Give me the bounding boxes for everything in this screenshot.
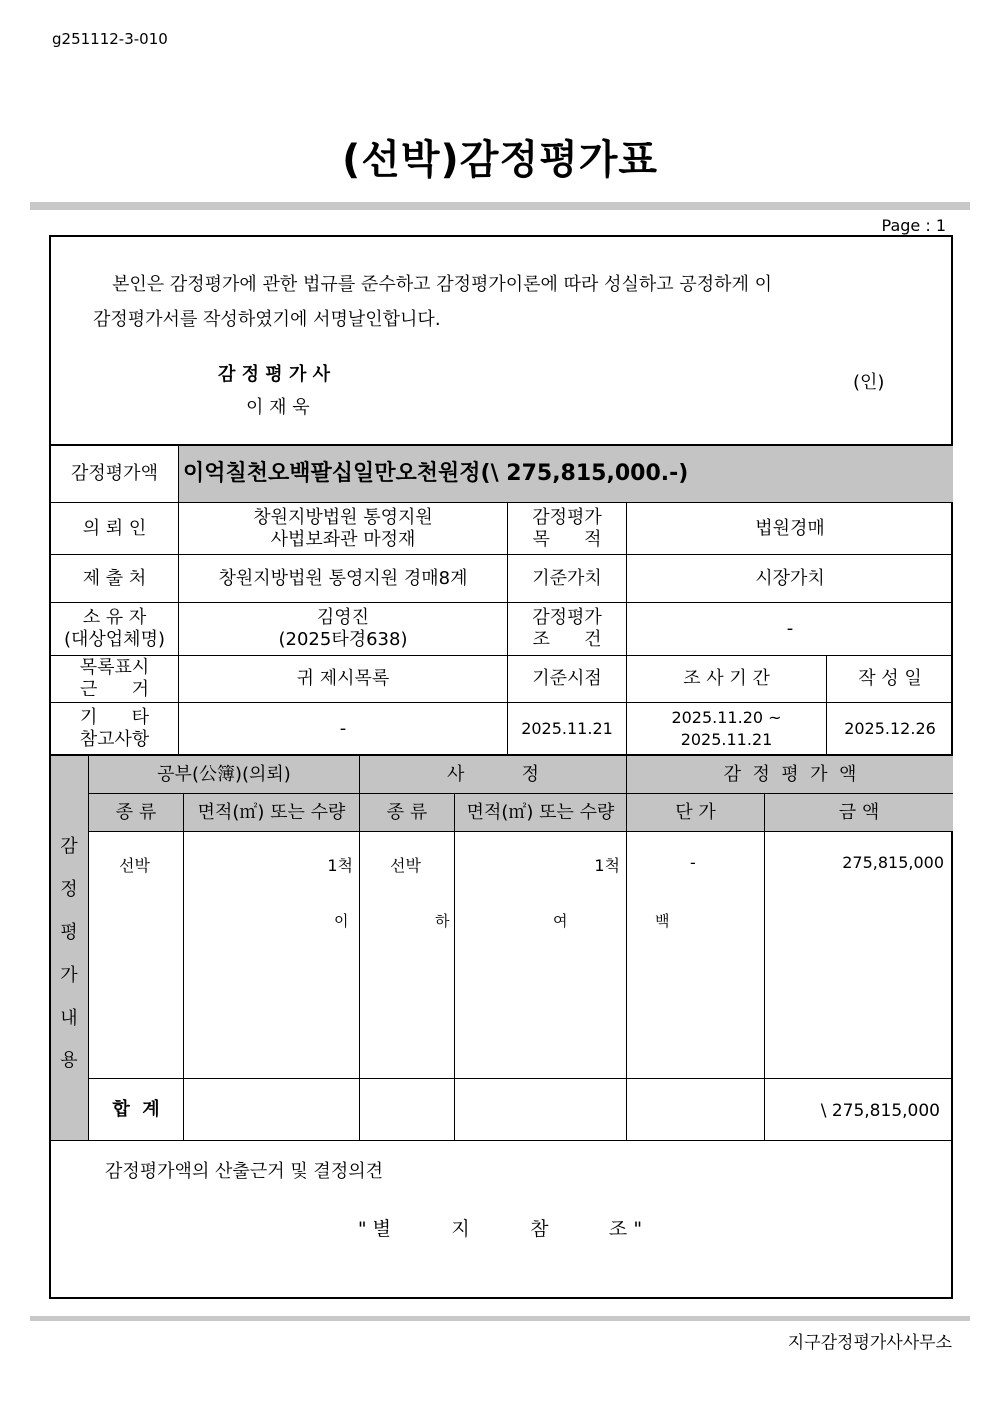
submit-value: 창원지방법원 통영지원 경매8계 (218, 567, 468, 589)
appraiser-name: 이 재 욱 (246, 397, 310, 418)
total-amount: \ 275,815,000 (820, 1101, 940, 1121)
col-amount: 금 액 (838, 801, 880, 823)
col-area-public: 면적(㎡) 또는 수량 (197, 801, 346, 823)
list-basis-label-line-1: 목록표시 (79, 657, 150, 678)
side-label-char: 용 (60, 1050, 78, 1071)
group-amount-header: 감 정 평 가 액 (723, 763, 857, 785)
top-divider (30, 202, 970, 210)
rule (88, 1078, 953, 1079)
page-number: Page : 1 (881, 216, 946, 235)
client-line-2: 사법보좌관 마정재 (270, 528, 416, 550)
side-label-bg (51, 755, 88, 1140)
row-unit-price: - (690, 853, 696, 872)
purpose-label-line-1: 감정평가 (532, 506, 602, 528)
basis-note-label: 감정평가액의 산출근거 및 결정의견 (105, 1161, 383, 1182)
submit-label: 제 출 처 (82, 567, 147, 589)
col-kind-public: 종 류 (115, 801, 157, 823)
blank-mark: 백 (655, 912, 670, 930)
rule (49, 1140, 953, 1141)
condition-value: - (786, 618, 794, 639)
other-label (51, 703, 178, 754)
list-basis-value: 귀 제시목록 (296, 668, 390, 689)
side-label-char: 감 (60, 836, 78, 857)
certification-line-1: 본인은 감정평가에 관한 법규를 준수하고 감정평가이론에 따라 성실하고 공정하게 이 (112, 274, 773, 295)
rule (88, 831, 953, 832)
row-qty-survey: 1척 (594, 856, 620, 875)
owner-label-line-2: (대상업체명) (64, 629, 165, 650)
survey-period-label: 조 사 기 간 (683, 668, 770, 689)
blank-mark: 하 (435, 912, 450, 930)
col-area-survey: 면적(㎡) 또는 수량 (466, 801, 615, 823)
amount-value: 이억칠천오백팔십일만오천원정(\ 275,815,000.-) (183, 461, 689, 486)
owner-label (51, 603, 178, 655)
other-label-line-2: 참고사항 (79, 728, 150, 750)
side-label-char: 정 (60, 879, 78, 900)
client-line-1: 창원지방법원 통영지원 (253, 506, 433, 528)
purpose-label-line-2: 목 적 (532, 528, 602, 550)
condition-label-line-2: 조 건 (532, 629, 602, 650)
document-id: g251112-3-010 (52, 30, 168, 48)
total-label: 합 계 (112, 1098, 160, 1120)
rule (454, 793, 455, 1140)
list-basis-label-line-2: 근 거 (79, 679, 150, 700)
certification-line-2: 감정평가서를 작성하였기에 서명날인합니다. (93, 309, 441, 330)
purpose-value: 법원경매 (755, 517, 825, 539)
other-label-line-1: 기 타 (79, 706, 150, 728)
row-qty-public: 1척 (327, 856, 353, 875)
amount-label: 감정평가액 (71, 463, 158, 484)
written-date-label: 작 성 일 (858, 668, 922, 689)
side-label-char: 내 (60, 1008, 78, 1029)
purpose-label (508, 503, 626, 554)
basis-value: 시장가치 (755, 567, 825, 589)
blank-mark: 이 (334, 912, 349, 930)
group-survey-header: 사 정 (447, 763, 539, 785)
seal-mark: (인) (853, 372, 885, 393)
owner-line-1: 김영진 (316, 607, 370, 628)
condition-label-line-1: 감정평가 (532, 607, 602, 628)
rule (764, 793, 765, 1140)
written-date-value: 2025.12.26 (844, 718, 936, 738)
base-date-label: 기준시점 (532, 668, 602, 689)
basis-value-label: 기준가치 (532, 567, 602, 589)
office-name: 지구감정평가사사무소 (787, 1333, 952, 1353)
side-label-char: 가 (60, 965, 78, 986)
appraiser-label: 감 정 평 가 사 (218, 364, 331, 385)
row-kind-survey: 선박 (390, 856, 421, 875)
row-amount: 275,815,000 (842, 853, 944, 872)
client-label: 의 뢰 인 (82, 517, 147, 539)
client-value (179, 503, 507, 554)
basis-note-reference: " 별 지 참 조 " (357, 1218, 643, 1240)
condition-label (508, 603, 626, 655)
other-value: - (339, 717, 347, 739)
col-kind-survey: 종 류 (386, 801, 428, 823)
rule (183, 793, 184, 1140)
owner-label-line-1: 소 유 자 (82, 607, 147, 628)
side-label-char: 평 (60, 922, 78, 943)
group-public-header: 공부(公簿)(의뢰) (157, 763, 291, 785)
row-kind-public: 선박 (119, 856, 150, 875)
blank-mark: 여 (553, 912, 568, 930)
list-basis-label (51, 656, 178, 702)
owner-value (179, 603, 507, 655)
owner-line-2: (2025타경638) (278, 629, 408, 650)
page-title: (선박)감정평가표 (341, 137, 659, 183)
col-unit-price: 단 가 (675, 801, 716, 823)
bottom-divider (30, 1316, 970, 1321)
base-date-value: 2025.11.21 (521, 718, 613, 738)
survey-period-value: 2025.11.20 ~ 2025.11.21 (671, 707, 782, 749)
